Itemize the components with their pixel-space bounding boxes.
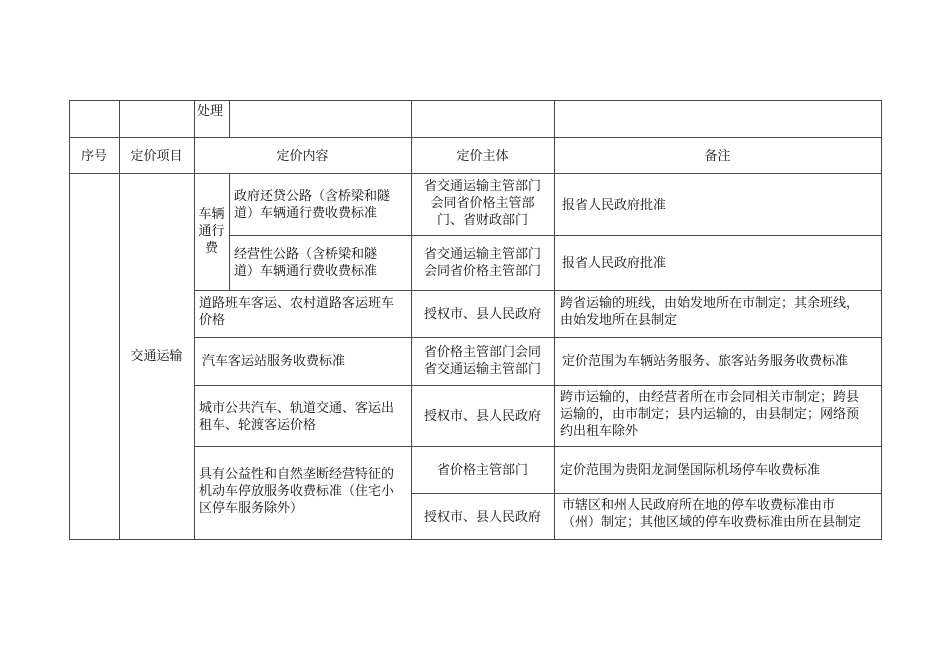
rule-header-bottom [69, 173, 882, 174]
row-0-authority: 省交通运输主管部门 会同省价格主管部 门、省财政部门 [423, 179, 541, 228]
row-3-content: 汽车客运站服务收费标准 [202, 354, 346, 369]
row-5-remarks: 定价范围为贵阳龙洞堡国际机场停车收费标准 [560, 463, 821, 478]
row-0-remarks: 报省人民政府批准 [562, 198, 667, 213]
row-5-content: 具有公益性和自然垄断经营特征的 机动车停放服务收费标准（住宅小 区停车服务除外） [199, 467, 395, 516]
rule-row3 [194, 337, 882, 338]
rule-col2 [194, 100, 195, 540]
rule-top [69, 100, 882, 101]
rule-row2 [194, 290, 882, 291]
row-4-remarks: 跨市运输的，由经营者所在市会同相关市制定；跨县 运输的，由市制定；县内运输的，由县制定；网络预 约出租车除外 [560, 390, 860, 439]
rule-bottom [69, 539, 882, 540]
row-5-authority: 省价格主管部门 [436, 463, 528, 478]
row-0-content: 政府还贷公路（含桥梁和隧 道）车辆通行费收费标准 [234, 189, 391, 221]
row-3-remarks: 定价范围为车辆站务服务、旅客站务服务收费标准 [562, 354, 849, 369]
continued-content-fragment: 处理 [197, 104, 224, 119]
rule-row5 [194, 446, 882, 447]
row-3-authority: 省价格主管部门会同 省交通运输主管部门 [423, 345, 541, 377]
rule-col4 [554, 100, 555, 540]
row-1-content: 经营性公路（含桥梁和隧 道）车辆通行费收费标准 [234, 247, 378, 279]
row-4-authority: 授权市、县人民政府 [423, 409, 541, 424]
header-content: 定价内容 [276, 149, 329, 164]
row-6-remarks: 市辖区和州人民政府所在地的停车收费标准由市 （州）制定；其他区域的停车收费标准由所在县制定 [562, 498, 862, 530]
rule-header-top [69, 137, 882, 138]
row-1-authority: 省交通运输主管部门 会同省价格主管部门 [423, 247, 541, 279]
header-seq: 序号 [80, 149, 107, 164]
rule-col1 [119, 100, 120, 540]
rule-col-subgroup [229, 173, 230, 291]
row-4-content: 城市公共汽车、轨道交通、客运出 租车、轮渡客运价格 [199, 401, 395, 433]
category-cell: 交通运输 [130, 349, 183, 364]
rule-row4 [194, 385, 882, 386]
rule-col-content-top [229, 100, 230, 137]
header-authority: 定价主体 [456, 149, 509, 164]
rule-right [881, 100, 882, 540]
rule-row1 [229, 235, 882, 236]
subgroup-cell: 车辆 通行 费 [198, 207, 225, 256]
row-2-authority: 授权市、县人民政府 [423, 307, 541, 322]
header-remarks: 备注 [704, 149, 731, 164]
rule-row6 [411, 493, 882, 494]
row-2-content: 道路班车客运、农村道路客运班车 价格 [199, 296, 395, 328]
rule-left [69, 100, 70, 540]
header-item: 定价项目 [130, 149, 183, 164]
row-6-authority: 授权市、县人民政府 [423, 510, 541, 525]
row-2-remarks: 跨省运输的班线，由始发地所在市制定；其余班线， 由始发地所在县制定 [560, 296, 860, 328]
row-1-remarks: 报省人民政府批准 [562, 256, 667, 271]
